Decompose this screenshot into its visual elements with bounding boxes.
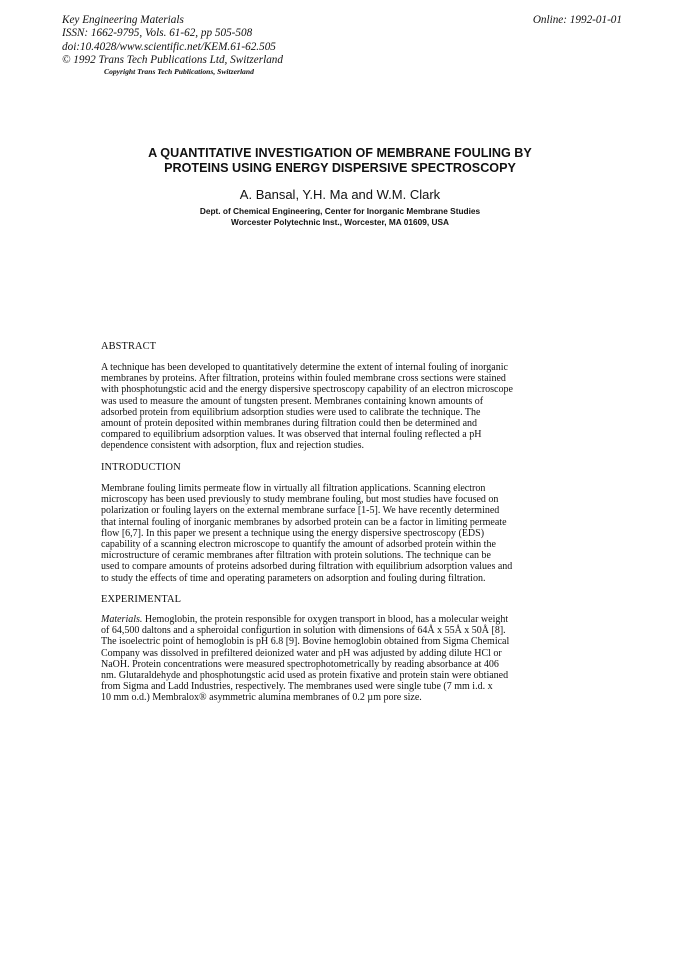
text-line: microscopy has been used previously to study membrane fouling, but most studies have focused on <box>101 494 499 506</box>
introduction-body <box>101 483 581 584</box>
text-line: microstructure of ceramic membranes after filtration with protein solutions. The technique can be <box>101 550 491 562</box>
abstract-body <box>101 362 581 452</box>
text-line: nm. Glutaraldehyde and phosphotungstic acid used as protein fixative and protein stain were obtianed <box>101 670 509 682</box>
text-line: polarization or fouling layers on the external membrane surface [1-5]. We have recently determined <box>101 505 500 517</box>
affiliation <box>90 206 590 228</box>
journal-name: Key Engineering Materials <box>62 14 184 26</box>
text-line <box>101 614 581 625</box>
text-line: The isoelectric point of hemoglobin is pH 6.8 [9]. Bovine hemoglobin obtained from Sigma Chemical <box>101 636 510 648</box>
text-line: Company was dissolved in prefiltered deionized water and pH was adjusted by adding dilute HCl or <box>101 647 502 659</box>
text-line: A technique has been developed to quantitatively determine the extent of internal fouling of inorganic <box>101 362 508 373</box>
paper-title <box>90 146 590 176</box>
materials-lead: Materials. <box>101 614 143 625</box>
text-line: that internal fouling of inorganic membranes by adsorbed protein can be a factor in limiting permeate <box>101 516 507 528</box>
text-line: membranes by proteins. After filtration, proteins within fouled membrane cross sections were stained <box>101 373 506 385</box>
text-line: dependence consistent with adsorption, flux and rejection studies. <box>101 440 364 452</box>
first-line-rest: Hemoglobin, the protein responsible for oxygen transport in blood, has a molecular weight <box>142 614 509 625</box>
text-line: was used to measure the amount of tungsten present. Membranes containing known amounts of <box>101 395 484 407</box>
issn-line: ISSN: 1662-9795, Vols. 61-62, pp 505-508 <box>62 27 253 40</box>
text-line: compared to equilibrium adsorption values. It was observed that internal fouling reflected a pH <box>101 429 482 441</box>
text-line: amount of protein deposited within membranes during filtration could then be determined and <box>101 418 478 430</box>
text-line: capability of a scanning electron microscope to quantify the amount of adsorbed protein within the <box>101 539 496 551</box>
text-line: Membrane fouling limits permeate flow in virtually all filtration applications. Scanning electron <box>101 483 486 494</box>
title-line-2: PROTEINS USING ENERGY DISPERSIVE SPECTROSCOPY <box>164 161 516 175</box>
affiliation-line-1: Dept. of Chemical Engineering, Center for Inorganic Membrane Studies <box>199 206 481 216</box>
copyright-line: © 1992 Trans Tech Publications Ltd, Switzerland <box>62 54 283 67</box>
text-line: used to compare amounts of proteins adsorbed during filtration with equilibrium adsorption values and <box>101 561 513 573</box>
text-line: from Sigma and Ladd Industries, respectively. The membranes used were single tube (7 mm i.d. x <box>101 681 493 693</box>
text-line: with phosphotungstic acid and the energy dispersive spectroscopy capability of an electron microscope <box>101 384 513 396</box>
title-line-1: A QUANTITATIVE INVESTIGATION OF MEMBRANE FOULING BY <box>148 146 532 160</box>
online-date: Online: 1992-01-01 <box>532 14 622 26</box>
author-list: A. Bansal, Y.H. Ma and W.M. Clark <box>239 187 441 202</box>
copyright-stamp: Copyright Trans Tech Publications, Switzerland <box>104 66 254 76</box>
abstract-heading: ABSTRACT <box>101 341 157 352</box>
text-line: NaOH. Protein concentrations were measured spectrophotometrically by reading absorbance at 406 <box>101 658 499 670</box>
experimental-heading: EXPERIMENTAL <box>101 594 182 605</box>
doi-line: doi:10.4028/www.scientific.net/KEM.61-62.505 <box>62 40 276 53</box>
introduction-heading: INTRODUCTION <box>101 462 181 473</box>
affiliation-line-2: Worcester Polytechnic Inst., Worcester, MA 01609, USA <box>231 217 449 227</box>
text-line: flow [6,7]. In this paper we present a technique using the energy dispersive spectroscopy (EDS) <box>101 527 485 539</box>
text-line: of 64,500 daltons and a spheroidal configurtion in solution with dimensions of 64Å x 55Å x 50Å [8]. <box>101 625 506 637</box>
page-header <box>62 14 622 76</box>
text-line: adsorbed protein from equilibrium adsorption studies were used to calibrate the technique. The <box>101 406 481 418</box>
text-line: 10 mm o.d.) Membralox® asymmetric alumina membranes of 0.2 µm pore size. <box>101 692 422 704</box>
experimental-body <box>101 614 581 704</box>
text-line: to study the effects of time and operating parameters on adsorption and fouling during filtration. <box>101 572 486 584</box>
